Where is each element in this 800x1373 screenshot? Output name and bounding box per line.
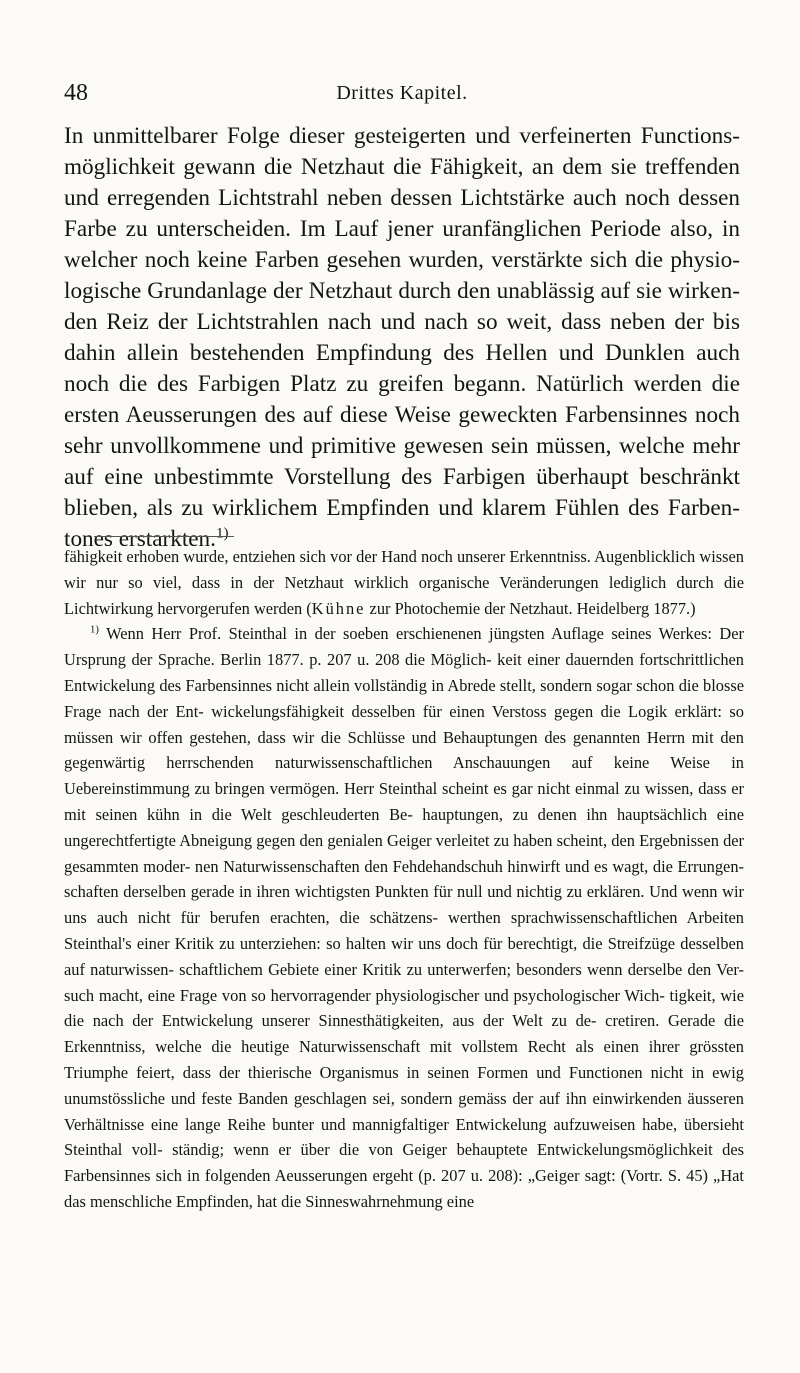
main-paragraph	[64, 121, 740, 555]
main-paragraph-text: In unmittelbarer Folge dieser gesteigerten und verfeinerten Functions- möglichkeit gewann die Netzhaut die Fähigkeit, an dem sie treffenden und erregenden Lichtstrahl neben dessen Lichtstärke auch noch dessen Farbe zu unterscheiden. Im Lauf jener uranfänglichen Periode also, in welcher noch keine Farben gesehen wurden, verstärkte sich die physio- logische Grundanlage der Netzhaut durch den unablässig auf sie wirken- den Reiz der Lichtstrahlen nach und nach so weit, dass neben der bis dahin allein bestehenden Empfindung des Hellen und Dunklen auch noch die des Farbigen Platz zu greifen begann. Natürlich werden die ersten Aeusserungen des auf diese Weise geweckten Farbensinnes noch sehr unvollkommene und primitive gewesen sein müssen, welche mehr auf eine unbestimmte Vorstellung des Farbigen überhaupt beschränkt blieben, als zu wirklichem Empfinden und klarem Fühlen des Farben- tones erstarkten.	[64, 123, 740, 552]
running-title: Drittes Kapitel.	[336, 82, 468, 104]
footnote-1	[64, 621, 744, 1214]
page-header	[64, 80, 740, 110]
footnote-1-marker: 1)	[90, 624, 99, 636]
footnotes	[64, 544, 744, 1215]
page-number: 48	[64, 80, 88, 106]
footnote-reference: 1)	[215, 525, 229, 542]
footnote-author-kuehne: Kühne	[311, 598, 366, 618]
footnote-separator	[94, 536, 234, 537]
footnote-continuation-after: zur Photochemie der Netzhaut. Heidelberg 1877.)	[365, 598, 696, 618]
footnote-1-text: Wenn Herr Prof. Steinthal in der soeben erschienenen jüngsten Auflage seines Werkes: Der Ursprung der Sprache. Berlin 1877. p. 207 u. 208 die Möglich- keit einer dauernden fortschrittlichen Entwickelung des Farbensinnes nicht allein vollständig in Abrede stellt, sondern sogar schon die blosse Frage nach der Ent- wickelungsfähigkeit desselben für einen Verstoss gegen die Logik erklärt: so müssen wir offen gestehen, dass wir die Schlüsse und Behauptungen des genannten Herrn mit den gegenwärtig herrschenden naturwissenschaftlichen Anschauungen auf keine Weise in Uebereinstimmung zu bringen vermögen. Herr Steinthal scheint es gar nicht einmal zu wissen, dass er mit seinen kühn in die Welt geschleuderten Be- hauptungen, zu denen ihn hauptsächlich eine ungerechtfertigte Abneigung gegen den genialen Geiger verleitet zu haben scheint, den Ergebnissen der gesammten moder- nen Naturwissenschaften den Fehdehandschuh hinwirft und es wagt, die Errungen- schaften derselben gerade in ihren wichtigsten Punkten für null und nichtig zu erklären. Und wenn wir uns auch nicht für berufen erachten, die schätzens- werthen sprachwissenschaftlichen Arbeiten Steinthal's einer Kritik zu unterziehen: so halten wir uns doch für berechtigt, die Streifzüge desselben auf naturwissen- schaftlichem Gebiete einer Kritik zu unterwerfen; besonders wenn derselbe den Ver- such macht, eine Frage von so hervorragender physiologischer und psychologischer Wich- tigkeit, wie die nach der Entwickelung unserer Sinnesthätigkeiten, aus der Welt zu de- cretiren. Gerade die Erkenntniss, welche die heutige Naturwissenschaft mit vollstem Recht als einen ihrer grössten Triumphe feiert, dass der thierische Organismus in seinen Formen und Functionen nicht in ewig unumstössliche und feste Banden geschlagen sei, sondern gemäss der auf ihn einwirkenden äusseren Verhältnisse eine lange Reihe bunter und mannigfaltiger Entwickelung aufzuweisen habe, übersieht Steinthal voll- ständig; wenn er über die von Geiger behauptete Entwickelungsmöglichkeit des Farbensinnes sich in folgenden Aeusserungen ergeht (p. 207 u. 208): „Geiger sagt: (Vortr. S. 45) „Hat das menschliche Empfinden, hat die Sinneswahrnehmung eine	[64, 624, 744, 1211]
footnote-continuation-before: fähigkeit erhoben wurde, entziehen sich vor der Hand noch unserer Erkenntniss. Augenblicklich wissen wir nur so viel, dass in der Netzhaut wirklich organische Veränderungen lediglich durch die Lichtwirkung hervorgerufen werden (	[64, 547, 744, 618]
footnote-continuation	[64, 544, 744, 621]
